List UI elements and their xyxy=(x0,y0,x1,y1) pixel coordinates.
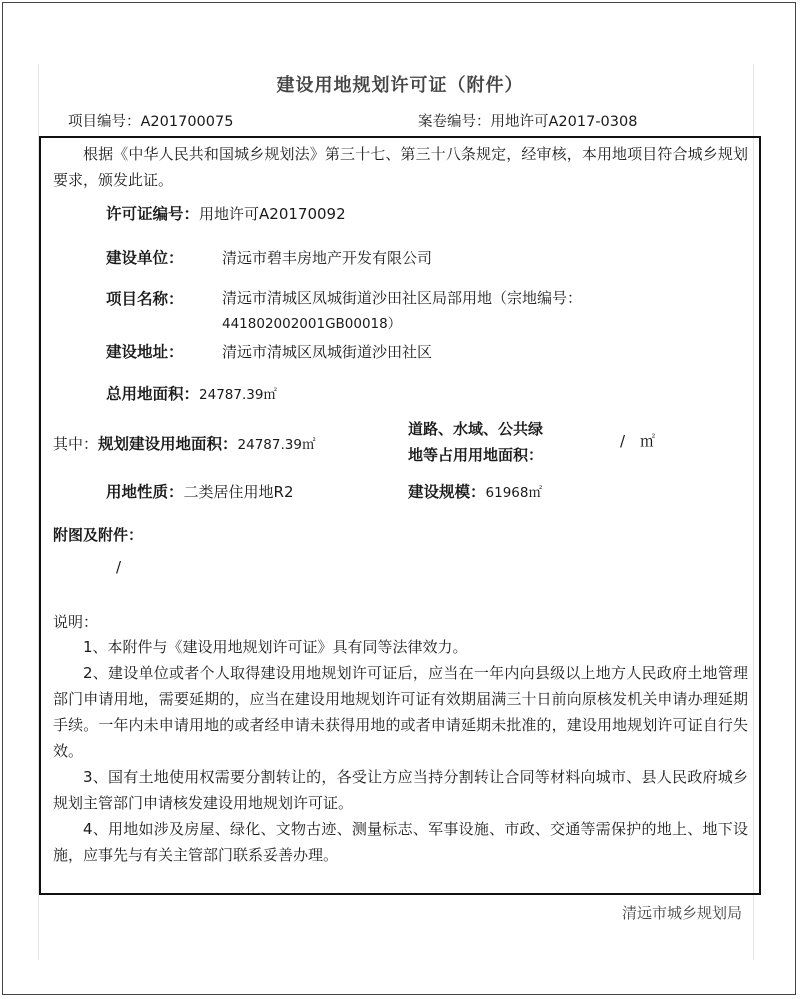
total-area-row xyxy=(106,382,277,404)
construction-address-row xyxy=(106,340,184,362)
project-name-value-line1: 清远市清城区凤城街道沙田社区局部用地（宗地编号： xyxy=(222,289,583,307)
of-which-row xyxy=(53,432,315,454)
construction-scale-label: 建设规模： xyxy=(408,483,486,501)
planned-area-value: 24787.39㎡ xyxy=(237,437,316,453)
project-name-value-line2: 441802002001GB00018） xyxy=(222,316,402,332)
note-item-3: 3、国有土地使用权需要分割转让的，各受让方应当持分割转让合同等材料向城市、县人民政府城乡规划主管部门申请核发建设用地规划许可证。 xyxy=(53,768,748,812)
construction-address-label: 建设地址： xyxy=(106,343,184,361)
case-number xyxy=(418,110,637,131)
project-name-label: 项目名称： xyxy=(106,290,184,308)
attachments-label: 附图及附件： xyxy=(53,526,144,544)
project-number-value: A201700075 xyxy=(140,114,234,130)
of-which-label: 其中： xyxy=(53,435,99,453)
total-area-label: 总用地面积： xyxy=(106,385,200,403)
public-area-label-line2: 地等占用用地面积： xyxy=(408,446,544,464)
permit-number-value: 用地许可A20170092 xyxy=(199,205,346,223)
project-number-label: 项目编号： xyxy=(68,114,141,130)
case-number-value: 用地许可A2017-0308 xyxy=(490,114,638,130)
public-area-value: / ㎡ xyxy=(620,432,656,450)
construction-unit-label: 建设单位： xyxy=(106,249,184,267)
land-use-value: 二类居住用地R2 xyxy=(183,483,294,501)
issuing-authority: 清远市城乡规划局 xyxy=(621,904,742,922)
land-use-row xyxy=(106,480,293,502)
note-item-4: 4、用地如涉及房屋、绿化、文物古迹、测量标志、军事设施、市政、交通等需保护的地上、地下设施，应事先与有关主管部门联系妥善办理。 xyxy=(53,820,748,864)
intro-paragraph: 根据《中华人民共和国城乡规划法》第三十七、第三十八条规定，经审核，本用地项目符合城乡规划要求，颁发此证。 xyxy=(53,145,748,189)
document-title: 建设用地规划许可证（附件） xyxy=(276,75,524,96)
construction-scale-value: 61968㎡ xyxy=(485,485,542,501)
note-item-2: 2、建设单位或者个人取得建设用地规划许可证后，应当在一年内向县级以上地方人民政府土地管理部门申请用地，需要延期的，应当在建设用地规划许可证有效期届满三十日前向原核发机关申请办理延期手续。一年内未申请用地的或者经申请未获得用地的或者申请延期未批准的，建设用地规划许可证自行失效。 xyxy=(53,664,748,760)
project-name-row xyxy=(106,287,184,309)
permit-number-row xyxy=(106,202,346,224)
notes-label: 说明： xyxy=(53,613,99,631)
project-number xyxy=(68,110,233,131)
construction-unit-value: 清远市碧丰房地产开发有限公司 xyxy=(222,249,433,267)
note-item-1: 1、本附件与《建设用地规划许可证》具有同等法律效力。 xyxy=(83,638,468,656)
permit-number-label: 许可证编号： xyxy=(106,205,200,223)
construction-unit-row xyxy=(106,246,184,268)
construction-address-value: 清远市清城区凤城街道沙田社区 xyxy=(222,343,433,361)
construction-scale-row xyxy=(408,480,542,502)
public-area-label-line1: 道路、水域、公共绿 xyxy=(408,420,544,438)
land-use-label: 用地性质： xyxy=(106,483,184,501)
total-area-value: 24787.39㎡ xyxy=(199,387,277,403)
planned-area-label: 规划建设用地面积： xyxy=(98,435,238,453)
attachments-value: / xyxy=(116,558,122,576)
case-number-label: 案卷编号： xyxy=(418,114,491,130)
